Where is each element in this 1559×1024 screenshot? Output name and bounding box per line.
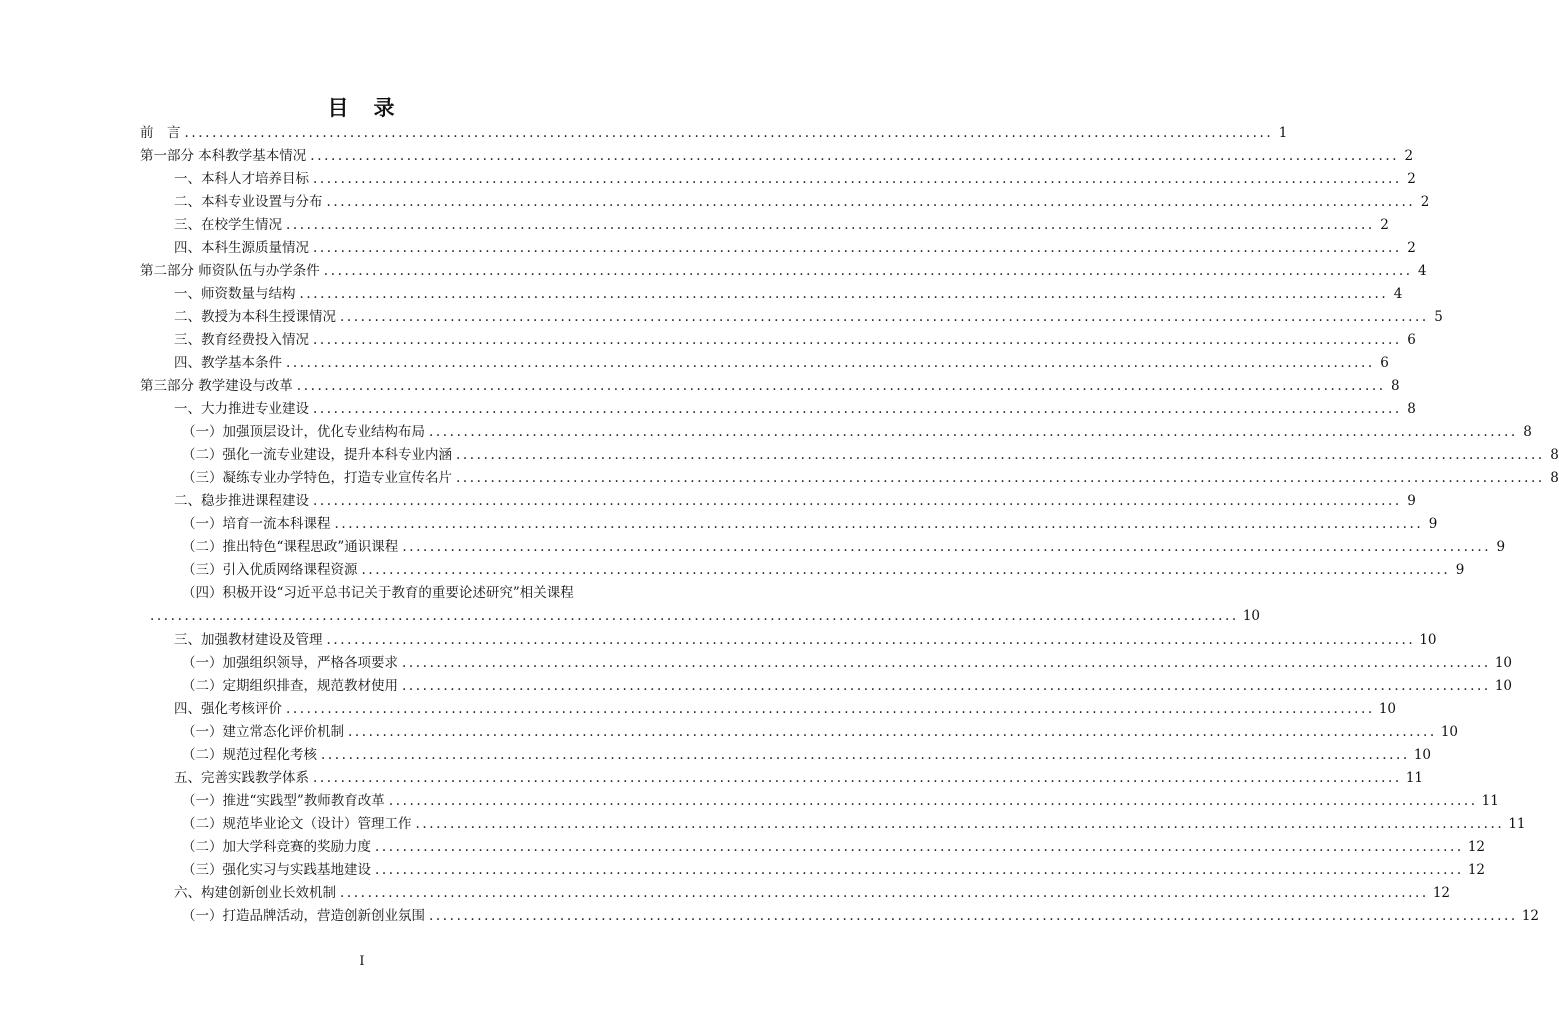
toc-dot-leader: .............................................................................................................................................................. [313, 171, 1402, 187]
toc-entry-label: （一）培育一流本科课程 [182, 516, 331, 532]
toc-entry[interactable] [182, 536, 1506, 559]
toc-entry-label: （二）推出特色“课程思政”通识课程 [182, 539, 399, 555]
toc-dot-leader: .............................................................................................................................................................. [456, 470, 1545, 486]
toc-entry-label: 一、本科人才培养目标 [174, 171, 309, 187]
toc-entry-page-number: 12 [1467, 839, 1486, 855]
toc-entry-label: 三、加强教材建设及管理 [174, 632, 323, 648]
toc-entry-label: 三、在校学生情况 [174, 217, 282, 233]
toc-dot-leader: .............................................................................................................................................................. [299, 286, 1389, 302]
toc-entry[interactable] [174, 698, 1397, 721]
toc-entry-label: （二）规范毕业论文（设计）管理工作 [182, 816, 412, 832]
toc-entry-page-number: 1 [1278, 125, 1288, 141]
toc-entry-page-number: 9 [1428, 516, 1438, 532]
toc-dot-leader: .............................................................................................................................................................. [429, 908, 1518, 924]
toc-dot-leader: .............................................................................................................................................................. [313, 332, 1402, 348]
toc-entry[interactable] [140, 375, 1400, 398]
page-footer-number: I [359, 954, 365, 969]
toc-entry-page-number: 12 [1432, 885, 1451, 901]
toc-entry-label: （三）引入优质网络课程资源 [182, 562, 358, 578]
toc-entry[interactable] [174, 168, 1416, 191]
toc-dot-leader: .............................................................................................................................................................. [313, 240, 1402, 256]
toc-entry-label: 六、构建创新创业长效机制 [174, 885, 336, 901]
toc-entry-label: （二）规范过程化考核 [182, 747, 317, 763]
toc-entry-label: 第三部分 教学建设与改革 [140, 378, 293, 394]
toc-entry-page-number: 8 [1550, 447, 1559, 463]
toc-entry-page-number: 12 [1467, 862, 1486, 878]
toc-dot-leader: .............................................................................................................................................................. [323, 263, 1413, 279]
toc-entry[interactable] [174, 629, 1437, 652]
toc-dot-leader: .............................................................................................................................................................. [286, 701, 1375, 717]
toc-entry[interactable] [146, 605, 1261, 628]
toc-entry-page-number: 10 [1494, 678, 1513, 694]
toc-dot-leader: .............................................................................................................................................................. [375, 839, 1464, 855]
toc-entry-label: （三）凝练专业办学特色，打造专业宣传名片 [182, 470, 452, 486]
toc-entry-label: 前 言 [140, 125, 181, 141]
toc-dot-leader: .............................................................................................................................................................. [326, 632, 1416, 648]
toc-entry-label: （一）打造品牌活动，营造创新创业氛围 [182, 908, 425, 924]
toc-entry-page-number: 10 [1413, 747, 1432, 763]
toc-entry-page-number: 2 [1407, 240, 1416, 256]
toc-entry[interactable] [182, 582, 614, 605]
toc-entry[interactable] [174, 490, 1416, 513]
toc-dot-leader: .............................................................................................................................................................. [429, 424, 1518, 440]
toc-entry-label: 四、强化考核评价 [174, 701, 282, 717]
toc-entry-label: 第一部分 本科教学基本情况 [140, 148, 307, 164]
toc-entry[interactable] [182, 675, 1513, 698]
toc-entry[interactable] [174, 398, 1416, 421]
toc-entry[interactable] [182, 859, 1486, 882]
toc-dot-leader: .............................................................................................................................................................. [286, 217, 1375, 233]
toc-dot-leader: .............................................................................................................................................................. [375, 862, 1464, 878]
toc-entry[interactable] [182, 467, 1559, 490]
toc-entry[interactable] [174, 352, 1389, 375]
toc-entry-page-number: 8 [1407, 401, 1416, 417]
toc-dot-leader: .............................................................................................................................................................. [150, 608, 1239, 624]
toc-dot-leader: .............................................................................................................................................................. [286, 355, 1375, 371]
toc-dot-leader: .............................................................................................................................................................. [388, 793, 1478, 809]
toc-entry[interactable] [140, 122, 1288, 145]
toc-dot-leader: .............................................................................................................................................................. [184, 125, 1274, 141]
toc-entry-label: （四）积极开设“习近平总书记关于教育的重要论述研究”相关课程 [182, 585, 574, 601]
toc-entry[interactable] [182, 813, 1526, 836]
toc-entry[interactable] [182, 421, 1532, 444]
toc-entry-page-number: 8 [1550, 470, 1559, 486]
toc-dot-leader: .............................................................................................................................................................. [313, 401, 1402, 417]
toc-entry[interactable] [174, 882, 1451, 905]
toc-dot-leader: .............................................................................................................................................................. [326, 194, 1416, 210]
toc-entry-label: （二）强化一流专业建设，提升本科专业内涵 [182, 447, 452, 463]
toc-entry-page-number: 6 [1407, 332, 1416, 348]
toc-entry-page-number: 6 [1380, 355, 1389, 371]
toc-entry-page-number: 10 [1419, 632, 1437, 648]
toc-entry[interactable] [174, 237, 1416, 260]
toc-entry-page-number: 4 [1393, 286, 1403, 302]
toc-entry-page-number: 12 [1521, 908, 1540, 924]
toc-entry-page-number: 8 [1391, 378, 1400, 394]
toc-entry[interactable] [182, 721, 1459, 744]
toc-entry-label: 四、本科生源质量情况 [174, 240, 309, 256]
toc-entry-page-number: 11 [1481, 793, 1499, 809]
toc-dot-leader: .............................................................................................................................................................. [334, 516, 1424, 532]
toc-entry-page-number: 4 [1418, 263, 1427, 279]
toc-dot-leader: .............................................................................................................................................................. [340, 309, 1429, 325]
toc-entry[interactable] [182, 559, 1465, 582]
toc-entry-page-number: 2 [1380, 217, 1389, 233]
toc-dot-leader: .............................................................................................................................................................. [340, 885, 1429, 901]
toc-entry[interactable] [174, 214, 1389, 237]
toc-entry-page-number: 2 [1407, 171, 1416, 187]
toc-title: 目 录 [327, 95, 397, 120]
toc-entry-label: （一）建立常态化评价机制 [182, 724, 344, 740]
toc-entry-page-number: 5 [1434, 309, 1443, 325]
toc-dot-leader: .............................................................................................................................................................. [361, 562, 1451, 578]
toc-entry[interactable] [174, 283, 1403, 306]
toc-entry-page-number: 9 [1496, 539, 1506, 555]
toc-entry[interactable] [140, 145, 1414, 168]
toc-entry-label: 四、教学基本条件 [174, 355, 282, 371]
toc-entry-label: 第二部分 师资队伍与办学条件 [140, 263, 320, 279]
toc-dot-leader: .............................................................................................................................................................. [296, 378, 1386, 394]
toc-entry[interactable] [182, 513, 1438, 536]
toc-entry-label: 二、本科专业设置与分布 [174, 194, 323, 210]
toc-dot-leader: .............................................................................................................................................................. [310, 148, 1400, 164]
toc-entry-label: 二、稳步推进课程建设 [174, 493, 309, 509]
toc-entry[interactable] [174, 329, 1416, 352]
toc-dot-leader: .............................................................................................................................................................. [402, 655, 1491, 671]
toc-entry[interactable] [182, 744, 1432, 767]
toc-dot-leader: .............................................................................................................................................................. [402, 539, 1492, 555]
toc-dot-leader: .............................................................................................................................................................. [402, 678, 1491, 694]
toc-entry[interactable] [182, 652, 1513, 675]
toc-entry[interactable] [140, 260, 1427, 283]
toc-dot-leader: .............................................................................................................................................................. [348, 724, 1437, 740]
toc-entry[interactable] [182, 836, 1486, 859]
toc-entry[interactable] [182, 444, 1559, 467]
toc-entry[interactable] [182, 905, 1540, 928]
toc-entry-page-number: 9 [1455, 562, 1465, 578]
toc-dot-leader: .............................................................................................................................................................. [456, 447, 1545, 463]
toc-entry-page-number: 2 [1404, 148, 1414, 164]
toc-entry-page-number: 9 [1407, 493, 1416, 509]
toc-entry-page-number: 10 [1440, 724, 1459, 740]
toc-entry-label: （二）加大学科竞赛的奖励力度 [182, 839, 371, 855]
toc-entry-label: 一、师资数量与结构 [174, 286, 296, 302]
toc-entry-page-number: 10 [1242, 608, 1261, 624]
toc-entry-label: 二、教授为本科生授课情况 [174, 309, 336, 325]
toc-entry-page-number: 10 [1378, 701, 1397, 717]
toc-entry-page-number: 11 [1405, 770, 1424, 786]
toc-entry-page-number: 11 [1508, 816, 1526, 832]
toc-entry-label: 三、教育经费投入情况 [174, 332, 309, 348]
toc-entry-label: （一）加强组织领导，严格各项要求 [182, 655, 398, 671]
toc-entry-label: （二）定期组织排查，规范教材使用 [182, 678, 398, 694]
toc-entry[interactable] [174, 191, 1430, 214]
toc-entry-label: （一）加强顶层设计，优化专业结构布局 [182, 424, 425, 440]
toc-dot-leader: .............................................................................................................................................................. [321, 747, 1410, 763]
toc-entry-page-number: 10 [1494, 655, 1513, 671]
toc-entry[interactable] [174, 306, 1443, 329]
toc-entry-page-number: 8 [1523, 424, 1532, 440]
toc-dot-leader: .............................................................................................................................................................. [313, 493, 1402, 509]
toc-entry-label: （三）强化实习与实践基地建设 [182, 862, 371, 878]
toc-entry-label: 一、大力推进专业建设 [174, 401, 309, 417]
toc-entry[interactable] [182, 790, 1499, 813]
toc-entry[interactable] [174, 767, 1424, 790]
toc-entry-label: 五、完善实践教学体系 [174, 770, 309, 786]
toc-entry-page-number: 2 [1420, 194, 1430, 210]
toc-entry-label: （一）推进“实践型”教师教育改革 [182, 793, 385, 809]
toc-dot-leader: .............................................................................................................................................................. [415, 816, 1505, 832]
toc-dot-leader: .............................................................................................................................................................. [313, 770, 1402, 786]
